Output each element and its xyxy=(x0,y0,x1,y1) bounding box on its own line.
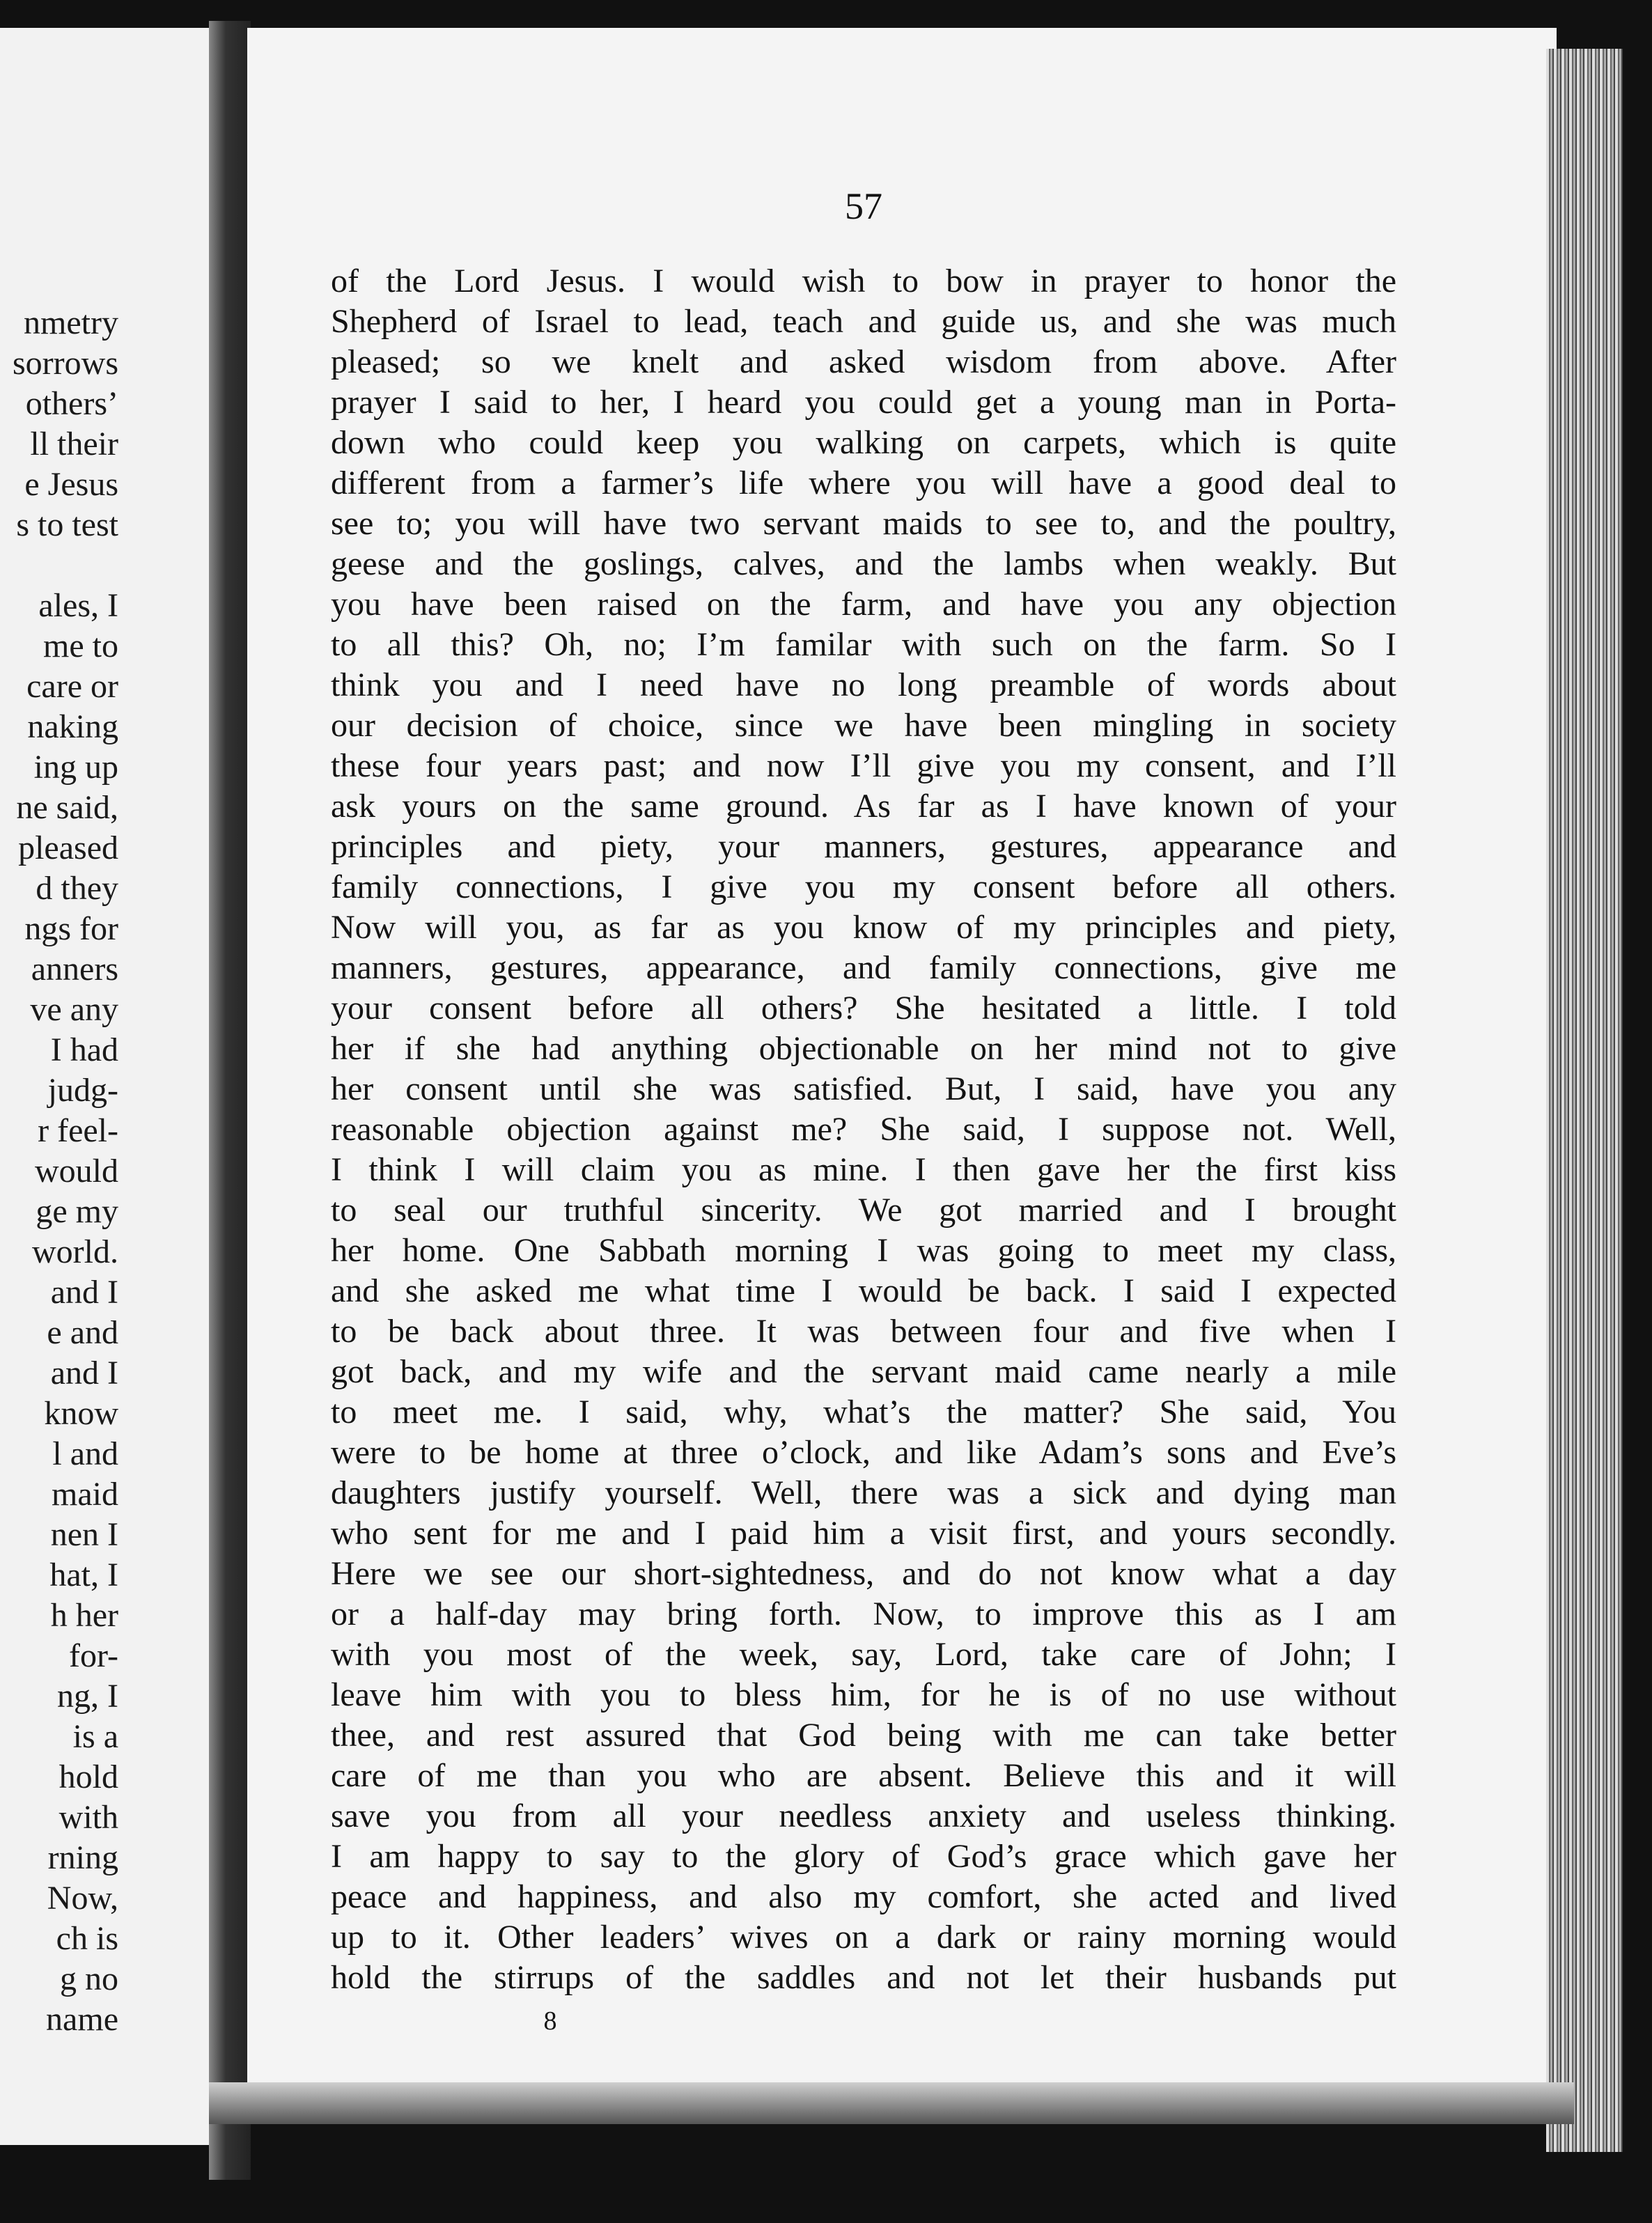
facing-page-line: ales, I xyxy=(38,587,118,624)
book-gutter xyxy=(209,21,251,2180)
facing-page-line: I had xyxy=(50,1031,118,1068)
facing-page-line: s to test xyxy=(16,506,118,543)
text-line: to be back about three. It was between four and five when I xyxy=(331,1313,1396,1350)
facing-page-line: nen I xyxy=(50,1516,118,1553)
facing-page-text xyxy=(0,303,118,2040)
page-number: 57 xyxy=(845,185,882,227)
text-line: different from a farmer’s life where you will have a good deal to xyxy=(331,465,1396,501)
text-line: I am happy to say to the glory of God’s grace which gave her xyxy=(331,1838,1396,1875)
facing-page-line: e and xyxy=(47,1314,118,1351)
facing-page-line: nmetry xyxy=(24,304,118,341)
facing-page-line xyxy=(0,545,118,586)
text-line: hold the stirrups of the saddles and not let their husbands put xyxy=(331,1959,1396,1996)
text-line: geese and the goslings, calves, and the lambs when weakly. But xyxy=(331,545,1396,582)
text-line: ask yours on the same ground. As far as I have known of your xyxy=(331,788,1396,825)
text-line: down who could keep you walking on carpets, which is quite xyxy=(331,424,1396,461)
facing-page-line: know xyxy=(44,1395,118,1432)
body-text xyxy=(331,261,1396,1998)
facing-page-line: would xyxy=(35,1153,118,1190)
facing-page-line: h her xyxy=(50,1597,118,1634)
text-line: who sent for me and I paid him a visit first, and yours secondly. xyxy=(331,1515,1396,1552)
facing-page-line: is a xyxy=(72,1718,118,1755)
facing-page-line: anners xyxy=(31,951,118,988)
facing-page-line: ve any xyxy=(30,991,118,1028)
text-line: leave him with you to bless him, for he is of no use without xyxy=(331,1676,1396,1713)
text-line: to meet me. I said, why, what’s the matter? She said, You xyxy=(331,1394,1396,1430)
text-line: got back, and my wife and the servant maid came nearly a mile xyxy=(331,1353,1396,1390)
facing-page-line: ch is xyxy=(56,1920,118,1957)
facing-page-line: Now, xyxy=(47,1880,118,1917)
text-line: manners, gestures, appearance, and family connections, give me xyxy=(331,949,1396,986)
facing-page-line: ing up xyxy=(33,749,118,786)
facing-page-line: pleased xyxy=(18,829,118,866)
facing-page-line: ge my xyxy=(36,1193,118,1230)
text-line: save you from all your needless anxiety and useless thinking. xyxy=(331,1797,1396,1834)
text-line: of the Lord Jesus. I would wish to bow in prayer to honor the xyxy=(331,263,1396,299)
signature-mark: 8 xyxy=(543,2006,557,2036)
text-line: you have been raised on the farm, and have you any objection xyxy=(331,586,1396,623)
facing-page-line: and I xyxy=(50,1274,118,1311)
text-line: up to it. Other leaders’ wives on a dark or rainy morning would xyxy=(331,1919,1396,1956)
facing-page-line: maid xyxy=(52,1476,118,1513)
text-line: principles and piety, your manners, gestures, appearance and xyxy=(331,828,1396,865)
facing-page-line: name xyxy=(46,2001,118,2038)
facing-page-line: e Jesus xyxy=(24,466,118,503)
facing-page-line: others’ xyxy=(25,385,118,422)
text-line: these four years past; and now I’ll give you my consent, and I’ll xyxy=(331,747,1396,784)
facing-page-line: judg- xyxy=(47,1072,118,1109)
text-line: our decision of choice, since we have been mingling in society xyxy=(331,707,1396,744)
text-line: Shepherd of Israel to lead, teach and guide us, and she was much xyxy=(331,303,1396,340)
text-line: family connections, I give you my consent before all others. xyxy=(331,868,1396,905)
text-line: her home. One Sabbath morning I was going to meet my class, xyxy=(331,1232,1396,1269)
facing-page-line: care or xyxy=(26,668,118,705)
facing-page-line: rning xyxy=(47,1839,118,1876)
text-line: her if she had anything objectionable on her mind not to give xyxy=(331,1030,1396,1067)
text-line: were to be home at three o’clock, and like Adam’s sons and Eve’s xyxy=(331,1434,1396,1471)
page-bottom-edge xyxy=(209,2082,1574,2124)
page-edges xyxy=(1546,49,1623,2152)
text-line: see to; you will have two servant maids to see to, and the poultry, xyxy=(331,505,1396,542)
text-line: and she asked me what time I would be back. I said I expected xyxy=(331,1272,1396,1309)
text-line: with you most of the week, say, Lord, take care of John; I xyxy=(331,1636,1396,1673)
text-line: reasonable objection against me? She said, I suppose not. Well, xyxy=(331,1111,1396,1148)
facing-page-line: ne said, xyxy=(16,789,118,826)
text-line: daughters justify yourself. Well, there was a sick and dying man xyxy=(331,1474,1396,1511)
facing-page-line: and I xyxy=(50,1355,118,1391)
text-line: your consent before all others? She hesitated a little. I told xyxy=(331,990,1396,1027)
text-line: think you and I need have no long preamble of words about xyxy=(331,666,1396,703)
facing-page-line: me to xyxy=(43,627,118,664)
text-line: thee, and rest assured that God being with me can take better xyxy=(331,1717,1396,1754)
text-line: to seal our truthful sincerity. We got married and I brought xyxy=(331,1192,1396,1228)
text-line: her consent until she was satisfied. But, I said, have you any xyxy=(331,1070,1396,1107)
facing-page-line: g no xyxy=(60,1960,118,1997)
facing-page-line: d they xyxy=(36,870,118,907)
facing-page-line: ng, I xyxy=(57,1678,118,1715)
text-line: prayer I said to her, I heard you could get a young man in Porta- xyxy=(331,384,1396,421)
text-line: to all this? Oh, no; I’m familar with such on the farm. So I xyxy=(331,626,1396,663)
text-line: peace and happiness, and also my comfort, she acted and lived xyxy=(331,1878,1396,1915)
facing-page-line: naking xyxy=(27,708,118,745)
text-line: Here we see our short-sightedness, and do not know what a day xyxy=(331,1555,1396,1592)
facing-page-line: l and xyxy=(52,1435,118,1472)
text-line: Now will you, as far as you know of my principles and piety, xyxy=(331,909,1396,946)
text-line: pleased; so we knelt and asked wisdom from above. After xyxy=(331,343,1396,380)
facing-page-line: hold xyxy=(59,1758,118,1795)
facing-page-line: world. xyxy=(32,1233,118,1270)
facing-page-line: hat, I xyxy=(49,1557,118,1593)
text-line: or a half-day may bring forth. Now, to improve this as I am xyxy=(331,1596,1396,1632)
text-line: I think I will claim you as mine. I then gave her the first kiss xyxy=(331,1151,1396,1188)
facing-page-line: for- xyxy=(69,1637,118,1674)
facing-page xyxy=(0,28,223,2145)
facing-page-line: ngs for xyxy=(24,910,118,947)
facing-page-line: r feel- xyxy=(38,1112,118,1149)
text-line: care of me than you who are absent. Believe this and it will xyxy=(331,1757,1396,1794)
facing-page-line: sorrows xyxy=(13,345,118,382)
facing-page-line: ll their xyxy=(30,426,118,462)
facing-page-line: with xyxy=(59,1799,118,1836)
